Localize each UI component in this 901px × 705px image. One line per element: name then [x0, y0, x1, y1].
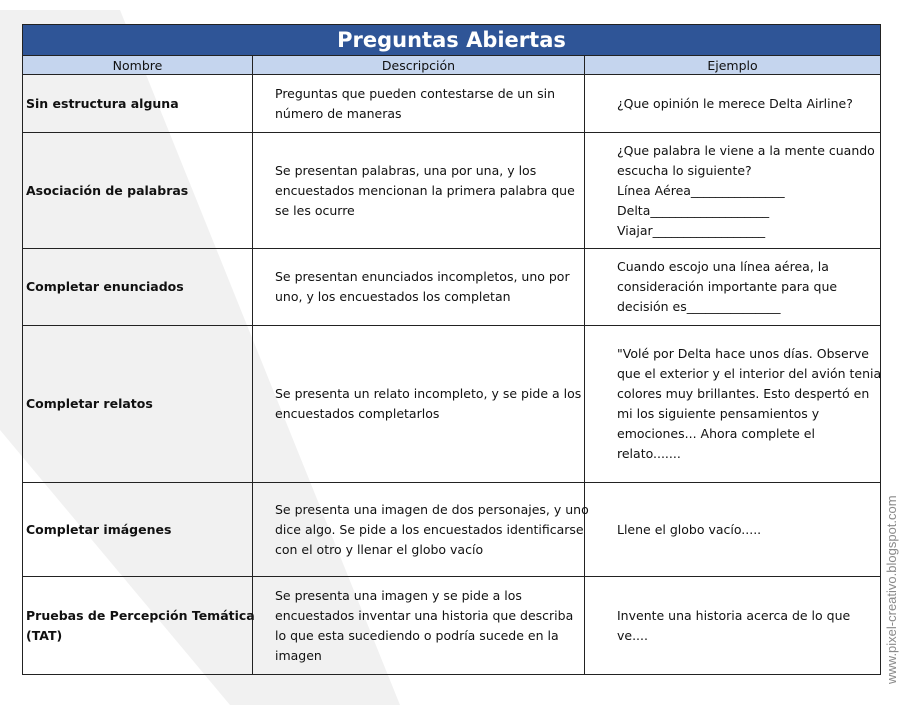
- example-line: emociones... Ahora complete el: [617, 426, 815, 441]
- description-line: se les ocurre: [275, 202, 355, 218]
- row-name-cell: [23, 577, 253, 675]
- example-line: ¿Que palabra le viene a la mente cuando: [617, 142, 875, 158]
- open-questions-table-container: [22, 24, 880, 675]
- description-line: encuestados mencionan la primera palabra que: [275, 182, 575, 198]
- row-name-cell: [23, 326, 253, 483]
- row-description-cell: [253, 133, 585, 249]
- row-name-cell: [23, 75, 253, 133]
- header-description: Descripción: [253, 56, 585, 75]
- description-line: Se presentan enunciados incompletos, uno por: [275, 269, 570, 284]
- example-line: relato.......: [617, 446, 681, 461]
- side-credit-text: www.pixel-creativo.blogspot.com: [884, 495, 899, 684]
- row-name-line: Completar relatos: [26, 396, 153, 411]
- table-row: [23, 249, 881, 326]
- example-line: decisión es_______________: [617, 299, 781, 314]
- row-description-cell: [253, 75, 585, 133]
- header-name: Nombre: [23, 56, 253, 75]
- table-row: [23, 133, 881, 249]
- row-example-cell: [585, 483, 881, 577]
- row-example-cell: [585, 133, 881, 249]
- description-line: imagen: [275, 647, 322, 663]
- example-line: consideración importante para que: [617, 279, 838, 294]
- example-line: escucha lo siguiente?: [617, 162, 752, 178]
- description-line: encuestados inventar una historia que describa: [275, 607, 574, 623]
- example-line: colores muy brillantes. Esto despertó en: [617, 386, 870, 401]
- example-line: Viajar__________________: [617, 222, 766, 238]
- description-line: Se presenta una imagen de dos personajes, y uno: [275, 501, 589, 517]
- description-line: Se presenta una imagen y se pide a los: [275, 587, 522, 603]
- example-line: ve....: [617, 627, 648, 643]
- example-line: que el exterior y el interior del avión tenia: [617, 366, 882, 381]
- row-description-cell: [253, 483, 589, 577]
- row-name-cell: [23, 483, 253, 577]
- row-name-line: (TAT): [26, 627, 63, 643]
- example-line: Invente una historia acerca de lo que: [617, 607, 851, 623]
- description-line: Preguntas que pueden contestarse de un sin: [275, 85, 556, 101]
- table-row: [23, 75, 881, 133]
- description-line: lo que esta sucediendo o podría sucede en la: [275, 627, 559, 643]
- description-line: Se presenta un relato incompleto, y se pide a los: [275, 386, 582, 401]
- row-name-line: Asociación de palabras: [26, 182, 189, 198]
- example-line: "Volé por Delta hace unos días. Observe: [617, 346, 869, 361]
- description-line: encuestados completarlos: [275, 406, 440, 421]
- row-example-cell: [585, 577, 881, 675]
- example-line: Cuando escojo una línea aérea, la: [617, 259, 829, 274]
- row-example-cell: [585, 326, 881, 483]
- row-name-cell: [23, 133, 253, 249]
- row-name-line: Completar imágenes: [26, 521, 172, 537]
- example-line: mi los siguiente pensamientos y: [617, 406, 820, 421]
- table-title: Preguntas Abiertas: [23, 25, 881, 56]
- example-line: Llene el globo vacío.....: [617, 521, 762, 537]
- description-line: con el otro y llenar el globo vacío: [275, 541, 484, 557]
- table-row: [23, 326, 881, 483]
- open-questions-table: [22, 24, 881, 675]
- row-name-line: Completar enunciados: [26, 279, 184, 294]
- header-row: [23, 56, 881, 75]
- table-row: [23, 483, 881, 577]
- row-name-line: Sin estructura alguna: [26, 95, 179, 111]
- description-line: uno, y los encuestados los completan: [275, 289, 511, 304]
- row-name-cell: [23, 249, 253, 326]
- row-description-cell: [253, 249, 585, 326]
- table-row: [23, 577, 881, 675]
- description-line: Se presentan palabras, una por una, y los: [275, 162, 537, 178]
- description-line: número de maneras: [275, 105, 402, 121]
- example-line: Delta___________________: [617, 202, 770, 218]
- row-example-cell: [585, 75, 881, 133]
- title-row: [23, 25, 881, 56]
- description-line: dice algo. Se pide a los encuestados identificarse: [275, 521, 584, 537]
- row-description-cell: [253, 577, 585, 675]
- row-example-cell: [585, 249, 881, 326]
- example-line: ¿Que opinión le merece Delta Airline?: [617, 95, 853, 111]
- row-name-line: Pruebas de Percepción Temática: [26, 607, 255, 623]
- row-description-cell: [253, 326, 585, 483]
- example-line: Línea Aérea_______________: [617, 182, 785, 198]
- header-example: Ejemplo: [585, 56, 881, 75]
